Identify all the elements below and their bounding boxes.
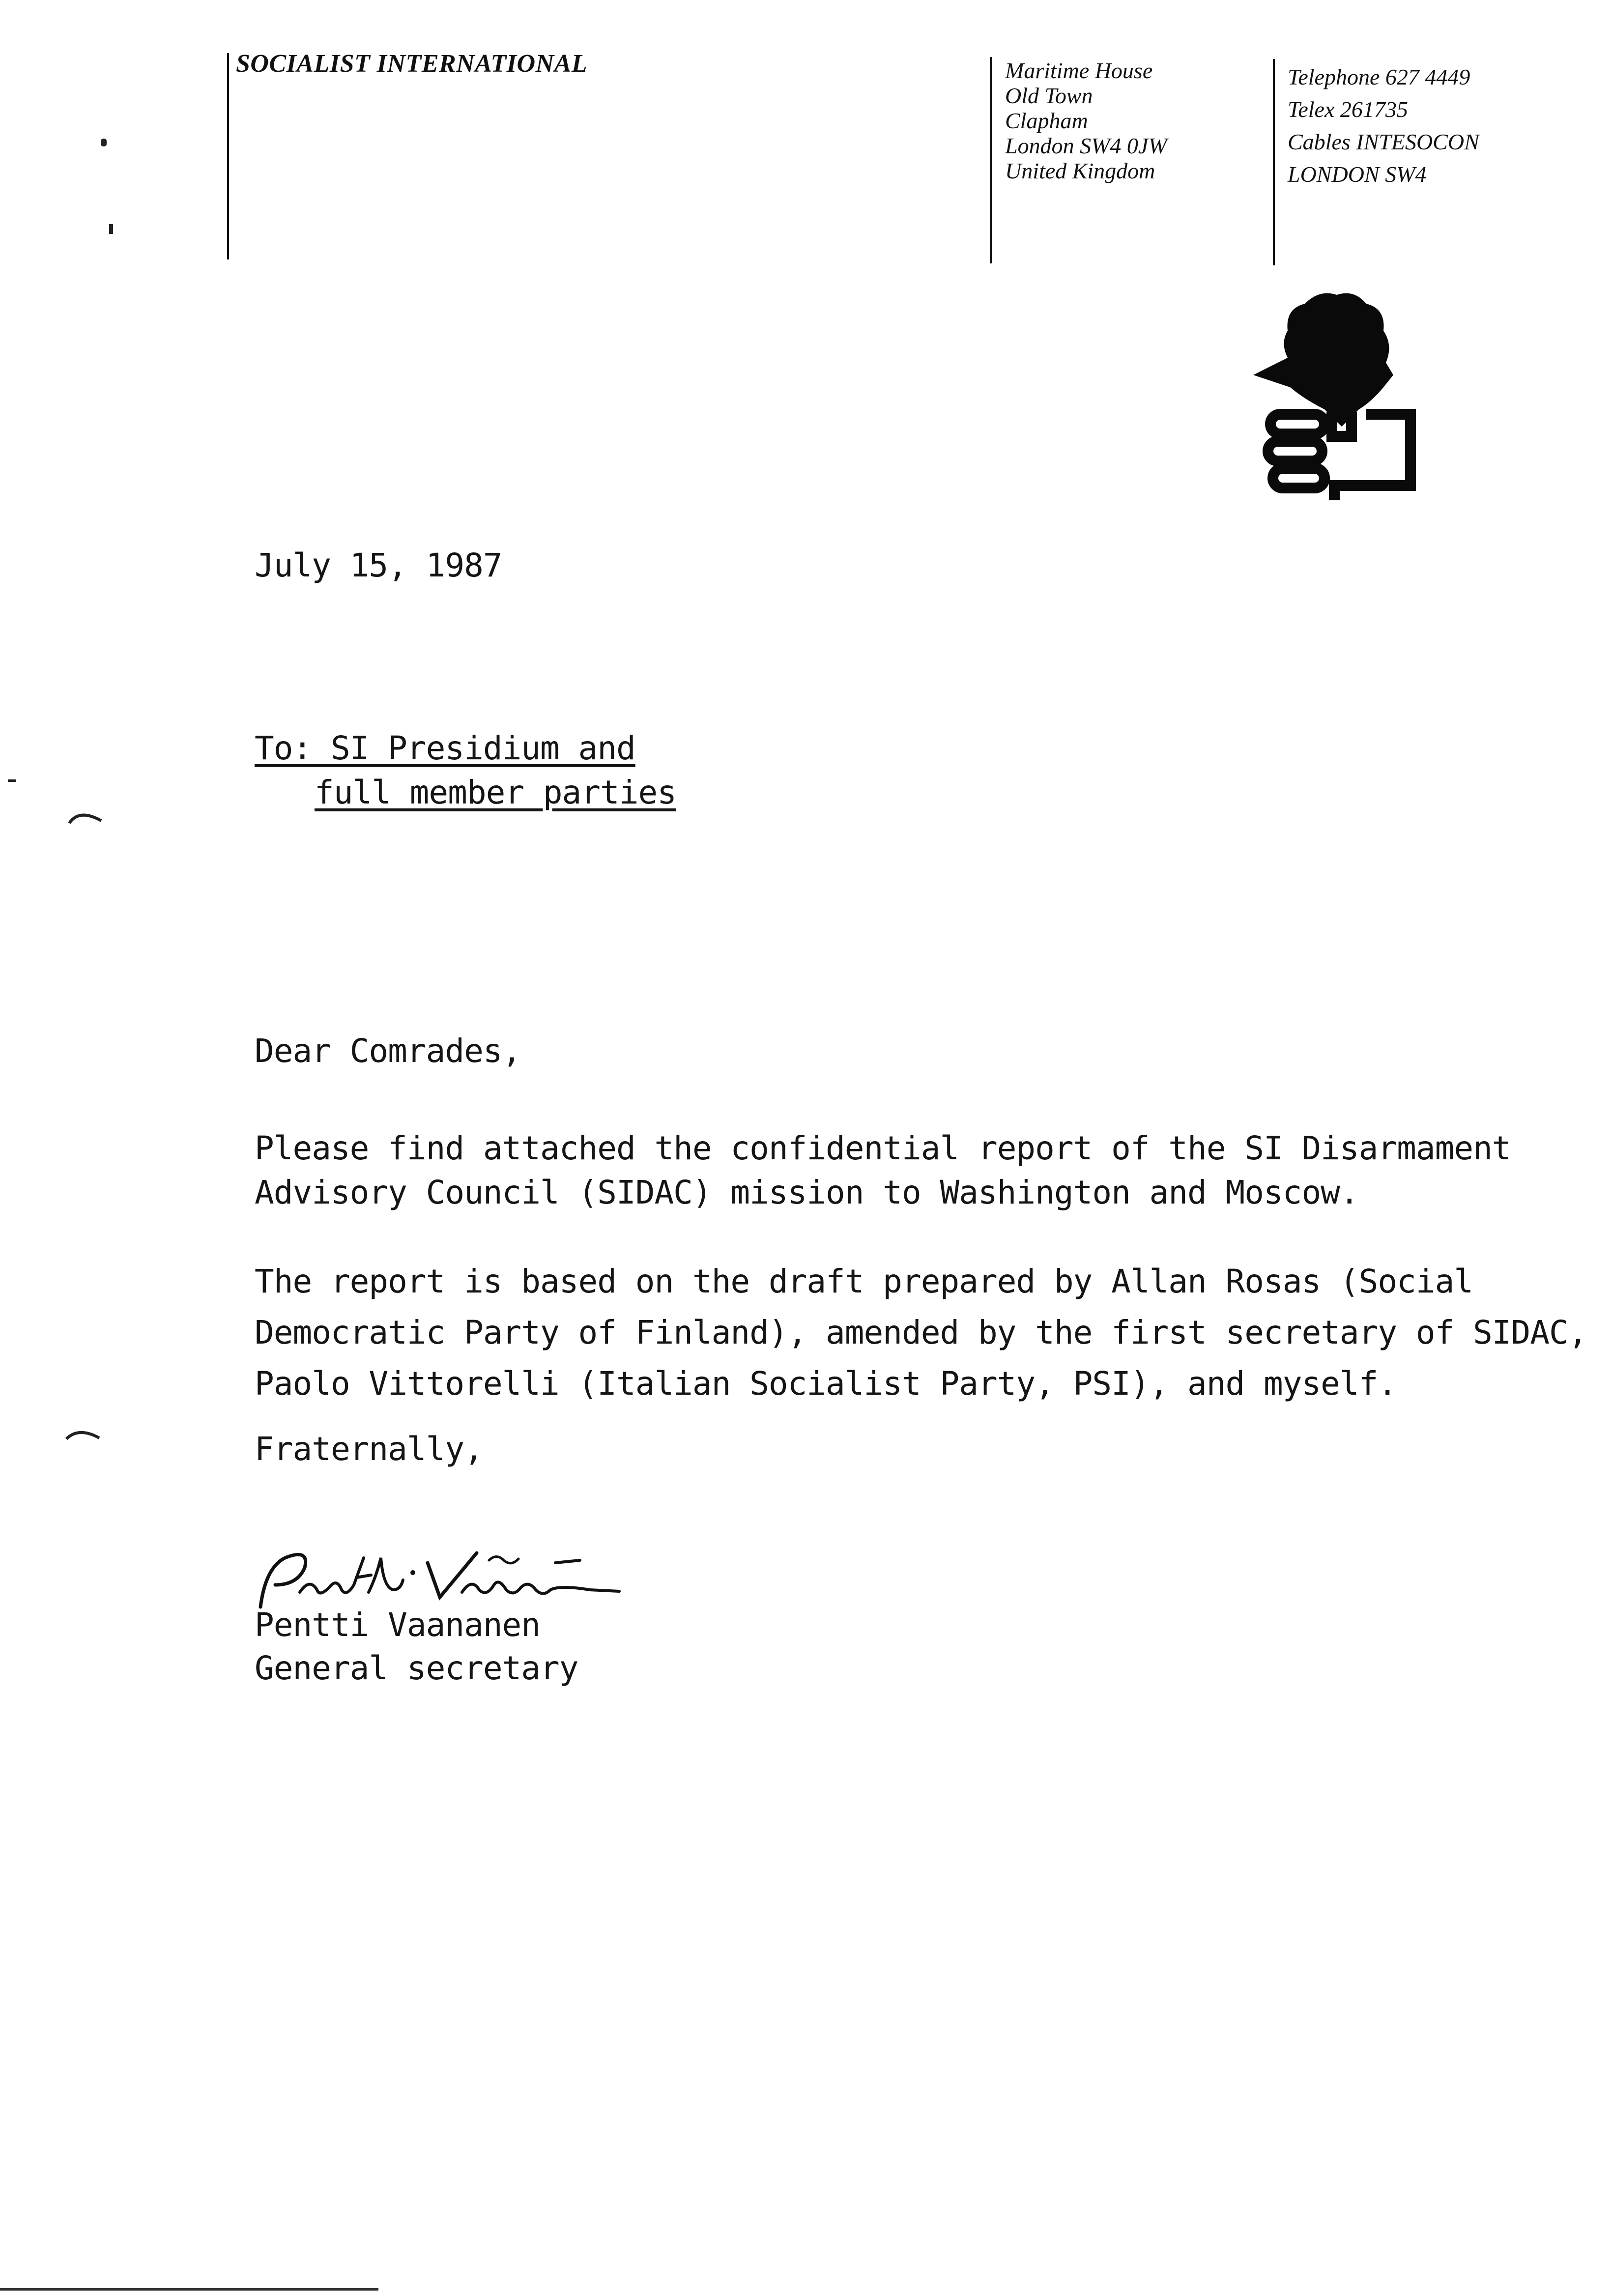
fist-and-rose-logo-icon bbox=[1246, 289, 1423, 507]
handwritten-signature bbox=[246, 1538, 629, 1617]
body-line: Paolo Vittorelli (Italian Socialist Party, PSI), and myself. bbox=[255, 1365, 1397, 1403]
address-line: Old Town bbox=[1005, 83, 1093, 108]
body-paragraph-2 bbox=[255, 1256, 1587, 1409]
body-line: The report is based on the draft prepared by Allan Rosas (Social bbox=[255, 1263, 1473, 1300]
letterhead-divider-right bbox=[1273, 59, 1275, 265]
signer-title: General secretary bbox=[255, 1649, 578, 1687]
address-line: Maritime House bbox=[1005, 58, 1153, 83]
recipient-block bbox=[255, 726, 676, 815]
organization-name: SOCIALIST INTERNATIONAL bbox=[236, 50, 588, 78]
letter-date: July 15, 1987 bbox=[255, 546, 502, 584]
contact-line: Telex 261735 bbox=[1288, 97, 1408, 122]
scan-mark bbox=[67, 806, 106, 826]
contact-block bbox=[1288, 61, 1479, 191]
scan-mark bbox=[8, 779, 16, 782]
contact-line: Cables INTESOCON bbox=[1288, 129, 1479, 154]
bottom-edge-rule bbox=[0, 2288, 378, 2291]
recipient-line: To: SI Presidium and bbox=[255, 729, 635, 767]
scan-mark bbox=[101, 139, 107, 146]
body-line: Democratic Party of Finland), amended by the first secretary of SIDAC, bbox=[255, 1314, 1587, 1351]
address-block bbox=[1005, 58, 1167, 183]
closing: Fraternally, bbox=[255, 1430, 483, 1468]
scan-mark bbox=[64, 1424, 103, 1444]
letterhead-divider-left bbox=[227, 53, 229, 259]
body-line: Please find attached the confidential report of the SI Disarmament bbox=[255, 1129, 1511, 1167]
address-line: Clapham bbox=[1005, 108, 1088, 133]
contact-line: Telephone 627 4449 bbox=[1288, 64, 1470, 89]
letterhead-divider-middle bbox=[990, 57, 992, 263]
body-line: Advisory Council (SIDAC) mission to Washington and Moscow. bbox=[255, 1174, 1359, 1211]
signer-name: Pentti Vaananen bbox=[255, 1606, 541, 1644]
scan-mark bbox=[109, 224, 113, 234]
body-paragraph-1 bbox=[255, 1126, 1511, 1215]
salutation: Dear Comrades, bbox=[255, 1032, 521, 1070]
address-line: London SW4 0JW bbox=[1005, 133, 1167, 158]
recipient-line: full member parties bbox=[315, 774, 676, 811]
address-line: United Kingdom bbox=[1005, 158, 1155, 183]
contact-line: LONDON SW4 bbox=[1288, 162, 1427, 187]
